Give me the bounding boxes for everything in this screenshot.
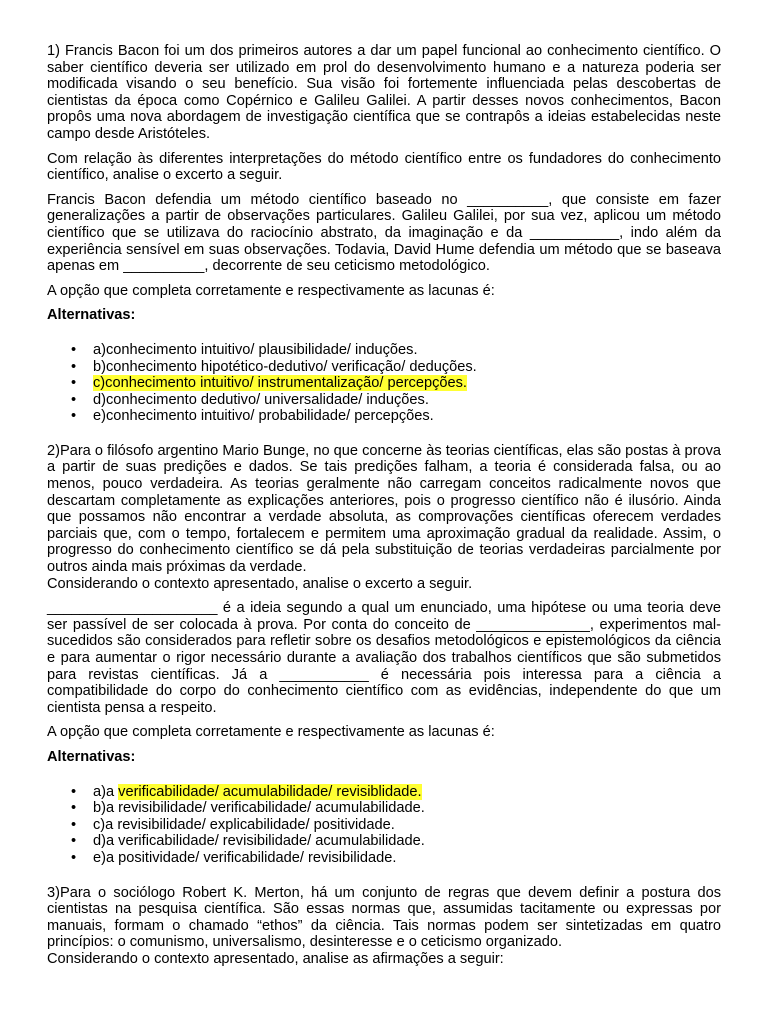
question-2-prompt: A opção que completa corretamente e respectivamente as lacunas é: [47, 724, 495, 741]
alternative-prefix: c)a [93, 816, 118, 833]
bullet-icon: • [71, 391, 77, 408]
question-1-prompt: A opção que completa corretamente e respectivamente as lacunas é: [47, 282, 495, 299]
question-3-instruction: Considerando o contexto apresentado, analise as afirmações a seguir: [47, 950, 504, 967]
alternative-q2-b [71, 800, 721, 817]
bullet-icon: • [71, 358, 77, 375]
alternative-prefix: a)a [93, 783, 119, 800]
alternative-text: conhecimento intuitivo/ instrumentalização/ percepções. [105, 375, 467, 392]
alternative-prefix: c) [93, 375, 106, 392]
alternative-q1-d [71, 392, 721, 409]
alternative-text: positividade/ verificabilidade/ revisibilidade. [118, 849, 397, 866]
alternative-prefix: d) [93, 391, 106, 408]
alternative-prefix: d)a [93, 833, 119, 850]
alternative-q1-e [71, 408, 721, 425]
alternative-prefix: e)a [93, 849, 119, 866]
alternative-prefix: e) [93, 408, 106, 425]
alternative-text: conhecimento dedutivo/ universalidade/ induções. [105, 391, 429, 408]
alternative-text: verificabilidade/ revisibilidade/ acumulabilidade. [118, 833, 425, 850]
alternative-q1-c [71, 375, 721, 392]
question-2 [47, 443, 721, 867]
question-2-alternatives-list [47, 784, 721, 867]
bullet-icon: • [71, 833, 77, 850]
alternative-q2-d [71, 833, 721, 850]
question-3-intro: 3)Para o sociólogo Robert K. Merton, há um conjunto de regras que devem definir a postura dos cientistas na pesquisa científica. São essas normas que, assumidas tacitamente ou expressas por manuais, formam o chamado “ethos” da ciência. Tais normas podem ser sintetizadas em quatro princípios: o comunismo, universalismo, desinteresse e o ceticismo organizado. [47, 884, 721, 951]
bullet-icon: • [71, 849, 77, 866]
question-1-instruction: Com relação às diferentes interpretações do método científico entre os fundadores do conhecimento científico, analise o excerto a seguir. [47, 150, 721, 184]
alternative-text: conhecimento intuitivo/ probabilidade/ percepções. [105, 408, 434, 425]
alternative-text: conhecimento hipotético-dedutivo/ verificação/ deduções. [105, 358, 477, 375]
bullet-icon: • [71, 375, 77, 392]
bullet-icon: • [71, 816, 77, 833]
alternative-prefix: b) [93, 358, 106, 375]
question-1-alternatives-heading: Alternativas: [47, 307, 136, 324]
question-1-alternatives-list [47, 342, 721, 425]
question-3 [47, 885, 721, 968]
alternative-q1-a [71, 342, 721, 359]
bullet-icon: • [71, 800, 77, 817]
question-1-intro: 1) Francis Bacon foi um dos primeiros autores a dar um papel funcional ao conhecimento científico. O saber científico deveria ser utilizado em prol do desenvolvimento humano e a natureza poderia ser modificada visando o seu benefício. Sua visão foi fortemente influenciada pelas descobertas de cientistas da época como Copérnico e Galileu Galilei. A partir desses novos conhecimentos, Bacon propôs uma nova abordagem de investigação científica que se contrapôs a ideias estabelecidas neste campo desde Aristóteles. [47, 43, 721, 142]
alternative-text: revisibilidade/ verificabilidade/ acumulabilidade. [118, 800, 425, 817]
alternative-q1-b [71, 359, 721, 376]
question-2-excerpt: _____________________ é a ideia segundo a qual um enunciado, uma hipótese ou uma teoria deve ser passível de ser colocada à prova. Por conta do conceito de ______________, experimentos mal-sucedidos são considerados para refletir sobre os desafios metodológicos e epistemológicos da ciência e para aumentar o rigor necessário durante a avaliação dos trabalhos científicos que são submetidos para revistas científicas. Já a ___________ é necessária pois interessa para a ciência a compatibilidade do corpo do conhecimento científico com as evidências, independente do que um cientista pensa a respeito. [47, 600, 721, 716]
alternative-q2-e [71, 850, 721, 867]
question-2-intro: 2)Para o filósofo argentino Mario Bunge, no que concerne às teorias científicas, elas são postas à prova a partir de suas predições e dados. Se tais predições falham, a teoria é considerada falsa, ou ao menos, pouco verdadeira. As teorias geralmente não carregam conceitos radicalmente novos que descartam completamente as explicações anteriores, pois o progresso científico não é ilusório. Ainda que possamos não encontrar a verdade absoluta, as comprovações científicas oferecem verdades parciais que, com o tempo, fortalecem e permitem uma aproximação gradual da realidade. Assim, o progresso do conhecimento científico se dá pela substituição de teorias verdadeiras parcialmente por outros ainda mais próximas da verdade. [47, 442, 721, 576]
question-2-instruction: Considerando o contexto apresentado, analise o excerto a seguir. [47, 575, 473, 592]
alternative-text: revisibilidade/ explicabilidade/ positividade. [117, 816, 395, 833]
alternative-q2-a [71, 784, 721, 801]
bullet-icon: • [71, 783, 77, 800]
question-1-excerpt: Francis Bacon defendia um método científico baseado no __________, que consiste em fazer generalizações a partir de observações particulares. Galileu Galilei, por sua vez, aplicou um método científico que se utilizava do raciocínio abstrato, da imaginação e da ___________, indo além da experiência sensível em suas observações. Todavia, David Hume defendia um método que se baseava apenas em __________, decorrente de seu ceticismo metodológico. [47, 191, 721, 275]
alternative-text: verificabilidade/ acumulabilidade/ revisiblidade. [118, 783, 422, 800]
bullet-icon: • [71, 408, 77, 425]
question-2-alternatives-heading: Alternativas: [47, 748, 136, 765]
alternative-q2-c [71, 817, 721, 834]
question-1 [47, 43, 721, 425]
alternative-text: conhecimento intuitivo/ plausibilidade/ induções. [105, 341, 418, 358]
highlighted-answer [93, 375, 467, 391]
alternative-prefix: a) [93, 341, 106, 358]
alternative-prefix: b)a [93, 800, 119, 817]
bullet-icon: • [71, 341, 77, 358]
